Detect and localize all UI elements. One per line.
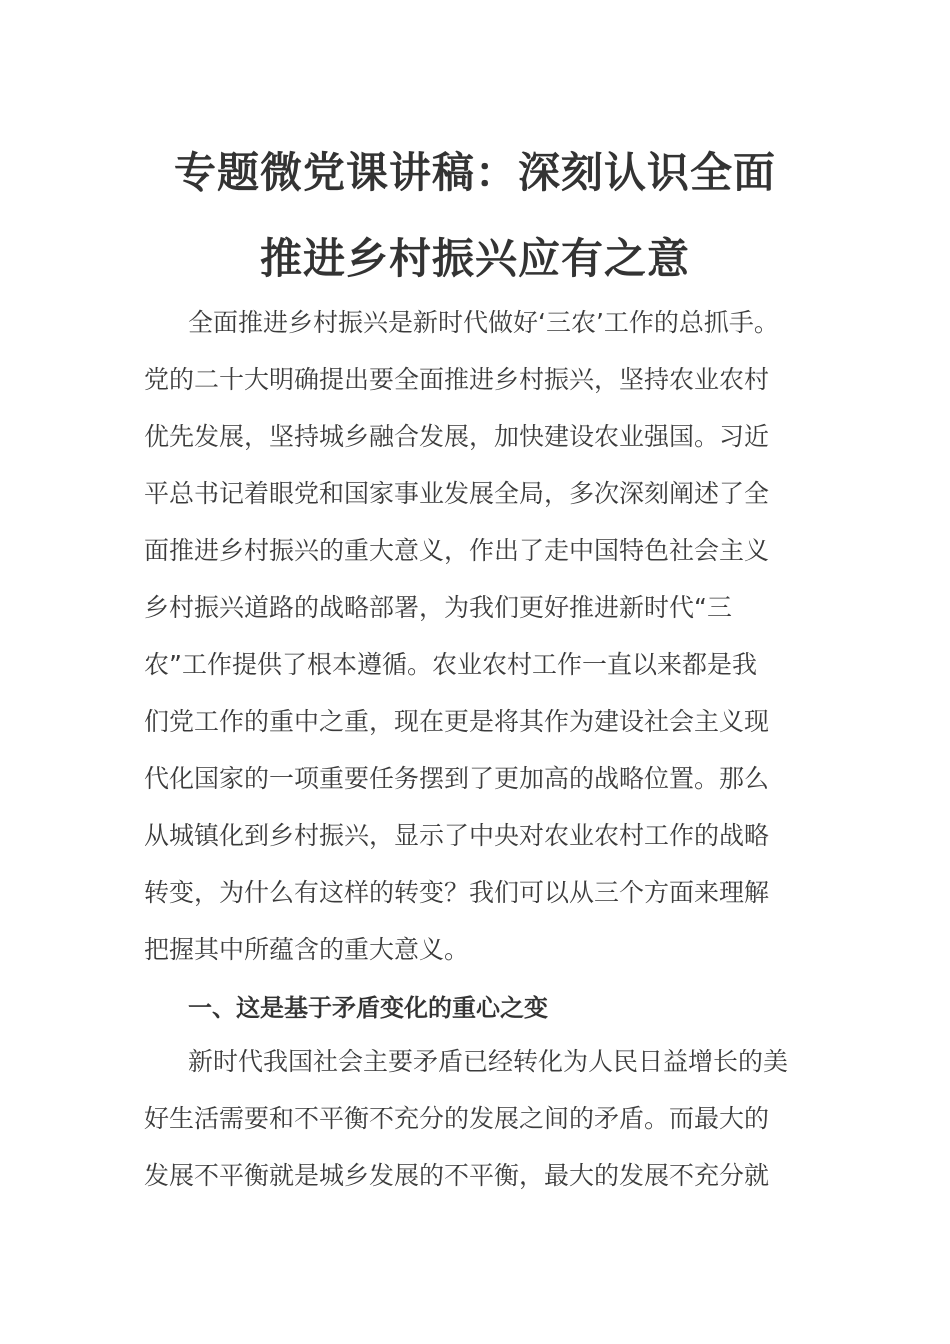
body-line: 代化国家的一项重要任务摆到了更加高的战略位置。那么 xyxy=(144,764,770,793)
section-heading: 一、这是基于矛盾变化的重心之变 xyxy=(188,994,548,1022)
body-line: 面推进乡村振兴的重大意义，作出了走中国特色社会主义 xyxy=(144,536,770,565)
body-line: 农”工作提供了根本遵循。农业农村工作一直以来都是我 xyxy=(144,650,757,679)
section-line: 好生活需要和不平衡不充分的发展之间的矛盾。而最大的 xyxy=(144,1104,770,1133)
body-line: 们党工作的重中之重，现在更是将其作为建设社会主义现 xyxy=(144,707,770,736)
body-line: 乡村振兴道路的战略部署，为我们更好推进新时代“三 xyxy=(144,593,732,622)
document-title-line-1: 专题微党课讲稿：深刻认识全面 xyxy=(173,148,776,197)
body-line: 从城镇化到乡村振兴，显示了中央对农业农村工作的战略 xyxy=(144,821,770,850)
document-title-line-2: 推进乡村振兴应有之意 xyxy=(259,234,690,283)
body-line: 把握其中所蕴含的重大意义。 xyxy=(144,935,470,964)
body-line: 党的二十大明确提出要全面推进乡村振兴，坚持农业农村 xyxy=(144,365,770,394)
body-line: 全面推进乡村振兴是新时代做好‘三农’工作的总抓手。 xyxy=(188,308,779,337)
body-line: 转变，为什么有这样的转变？我们可以从三个方面来理解 xyxy=(144,878,770,907)
section-line: 新时代我国社会主要矛盾已经转化为人民日益增长的美 xyxy=(188,1047,789,1076)
body-line: 优先发展，坚持城乡融合发展，加快建设农业强国。习近 xyxy=(144,422,770,451)
body-line: 平总书记着眼党和国家事业发展全局，多次深刻阐述了全 xyxy=(144,479,770,508)
section-line: 发展不平衡就是城乡发展的不平衡，最大的发展不充分就 xyxy=(144,1161,770,1190)
